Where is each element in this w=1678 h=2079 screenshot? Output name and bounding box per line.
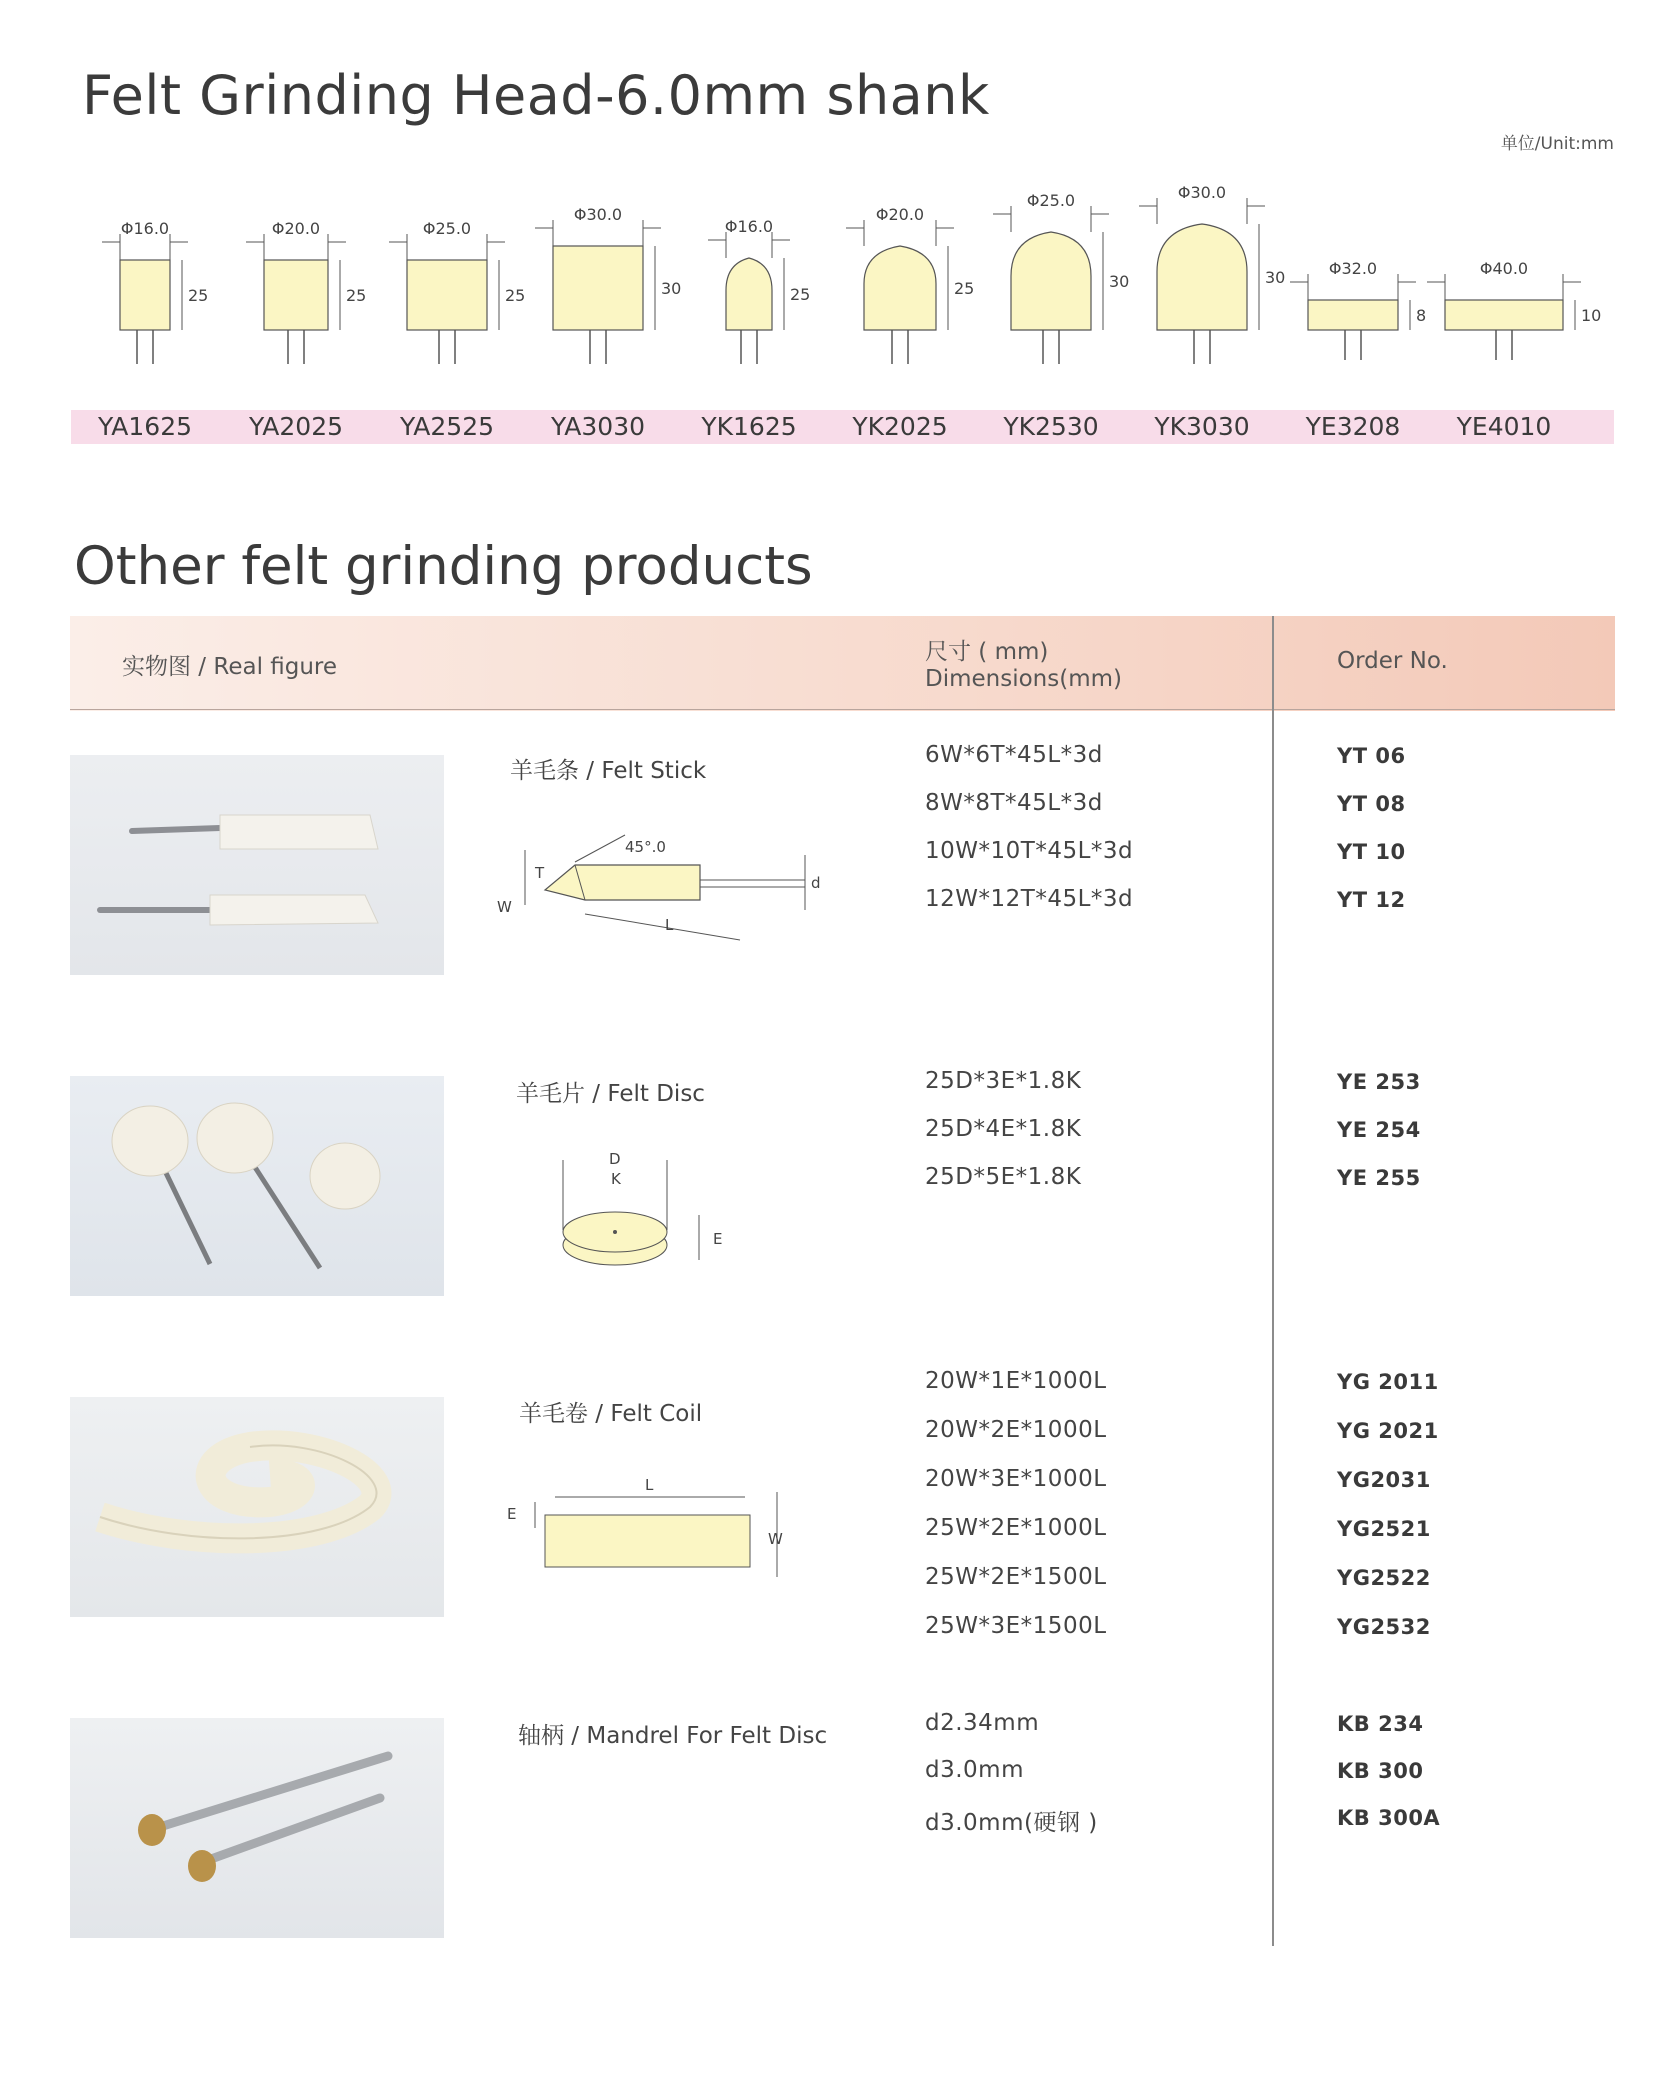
head-diameter-label: Φ30.0 [573,205,623,224]
section-title: Other felt grinding products [74,536,813,597]
page-title: Felt Grinding Head-6.0mm shank [82,64,990,127]
felt-disc-e-label: E [713,1230,723,1248]
felt-disc-d-label: D [609,1150,621,1168]
felt-disc-name: 羊毛片 / Felt Disc [516,1081,705,1107]
felt-head-shape [726,258,772,330]
header-real-figure: 实物图 / Real figure [122,654,338,680]
head-height-label: 25 [505,286,526,305]
head-height-label: 25 [346,286,367,305]
order-number: YT 10 [1337,840,1406,864]
dimension-value: d3.0mm [925,1757,1024,1783]
head-diameter-label: Φ30.0 [1177,183,1227,202]
order-number: YG2522 [1337,1566,1431,1590]
header-dimensions-en: Dimensions(mm) [925,666,1122,692]
head-diameter-label: Φ40.0 [1479,259,1529,278]
dimension-value: 20W*3E*1000L [925,1466,1107,1492]
felt-stick-l-label: L [665,916,674,934]
felt-coil-name: 羊毛卷 / Felt Coil [519,1401,703,1427]
mandrel-name: 轴柄 / Mandrel For Felt Disc [518,1723,828,1749]
felt-disc-photo [70,1076,444,1296]
head-height-label: 30 [1109,272,1130,291]
felt-coil-l-label: L [645,1476,654,1494]
head-code: YE3208 [1305,412,1401,441]
order-number: KB 300A [1337,1806,1441,1830]
felt-head-shape [1011,232,1091,330]
felt-head-shape [407,260,487,330]
order-number: YT 12 [1337,888,1406,912]
order-number: KB 300 [1337,1759,1424,1783]
dimension-value: 20W*1E*1000L [925,1368,1107,1394]
head-code: YA1625 [97,412,193,441]
felt-stick-w-label: W [497,898,512,916]
felt-coil-photo [70,1397,444,1617]
dimension-value: 25W*2E*1500L [925,1564,1107,1590]
felt-head-shape [1445,300,1563,330]
head-code: YA2025 [248,412,344,441]
mandrel-photo [70,1718,444,1938]
column-divider [1272,616,1274,1946]
dimension-value: d2.34mm [925,1710,1040,1736]
dimension-value: 25D*3E*1.8K [925,1068,1082,1094]
felt-head-shape [864,246,936,330]
felt-coil-e-label: E [507,1505,517,1523]
order-number: YG2031 [1337,1468,1431,1492]
dimension-value: 20W*2E*1000L [925,1417,1107,1443]
head-code: YA3030 [550,412,646,441]
felt-head-shape [1308,300,1398,330]
dimension-value: 8W*8T*45L*3d [925,790,1103,816]
dimension-value: 10W*10T*45L*3d [925,838,1134,864]
dimension-value: 25D*5E*1.8K [925,1164,1082,1190]
head-height-label: 10 [1581,306,1602,325]
felt-disc-diagram [555,1150,735,1280]
head-code: YK1625 [701,412,797,441]
order-number: YG2521 [1337,1517,1431,1541]
order-number: YT 08 [1337,792,1406,816]
grinding-heads-drawing [70,180,1615,370]
felt-stick-name: 羊毛条 / Felt Stick [510,758,707,784]
felt-stick-angle-label: 45°.0 [625,838,666,856]
head-code: YK2025 [852,412,948,441]
felt-coil-w-label: W [768,1530,783,1548]
dimension-value: d3.0mm(硬钢 ) [925,1810,1098,1836]
head-height-label: 8 [1416,306,1427,325]
felt-disc-k-label: K [611,1170,621,1188]
head-height-label: 25 [188,286,209,305]
felt-stick-diagram [495,830,835,950]
head-diameter-label: Φ20.0 [271,219,321,238]
dimension-value: 25D*4E*1.8K [925,1116,1082,1142]
head-height-label: 25 [954,279,975,298]
order-number: YT 06 [1337,744,1406,768]
head-diameter-label: Φ25.0 [422,219,472,238]
order-number: YE 254 [1337,1118,1421,1142]
dimension-value: 25W*2E*1000L [925,1515,1107,1541]
dimension-value: 25W*3E*1500L [925,1613,1107,1639]
head-code: YK3030 [1154,412,1250,441]
felt-coil-diagram [505,1472,805,1582]
felt-stick-photo [70,755,444,975]
order-number: YG2532 [1337,1615,1431,1639]
head-code: YE4010 [1456,412,1552,441]
felt-head-shape [1157,224,1247,330]
order-number: YG 2011 [1337,1370,1439,1394]
head-code: YA2525 [399,412,495,441]
head-height-label: 30 [1265,268,1286,287]
order-number: KB 234 [1337,1712,1424,1736]
head-code: YK2530 [1003,412,1099,441]
felt-head-shape [120,260,170,330]
head-diameter-label: Φ20.0 [875,205,925,224]
head-diameter-label: Φ16.0 [120,219,170,238]
dimension-value: 12W*12T*45L*3d [925,886,1134,912]
unit-label: 单位/Unit:mm [1500,134,1614,154]
head-diameter-label: Φ16.0 [724,217,774,236]
head-height-label: 25 [790,285,811,304]
order-number: YE 253 [1337,1070,1421,1094]
header-dimensions-cn: 尺寸 ( mm) [925,639,1049,665]
head-height-label: 30 [661,279,682,298]
felt-stick-d-label: d [811,874,821,892]
felt-head-shape [553,246,643,330]
felt-head-shape [264,260,328,330]
order-number: YE 255 [1337,1166,1421,1190]
header-divider [70,709,1615,710]
dimension-value: 6W*6T*45L*3d [925,742,1103,768]
order-number: YG 2021 [1337,1419,1439,1443]
head-diameter-label: Φ25.0 [1026,191,1076,210]
head-diameter-label: Φ32.0 [1328,259,1378,278]
header-order-no: Order No. [1337,648,1448,674]
felt-stick-t-label: T [535,864,545,882]
